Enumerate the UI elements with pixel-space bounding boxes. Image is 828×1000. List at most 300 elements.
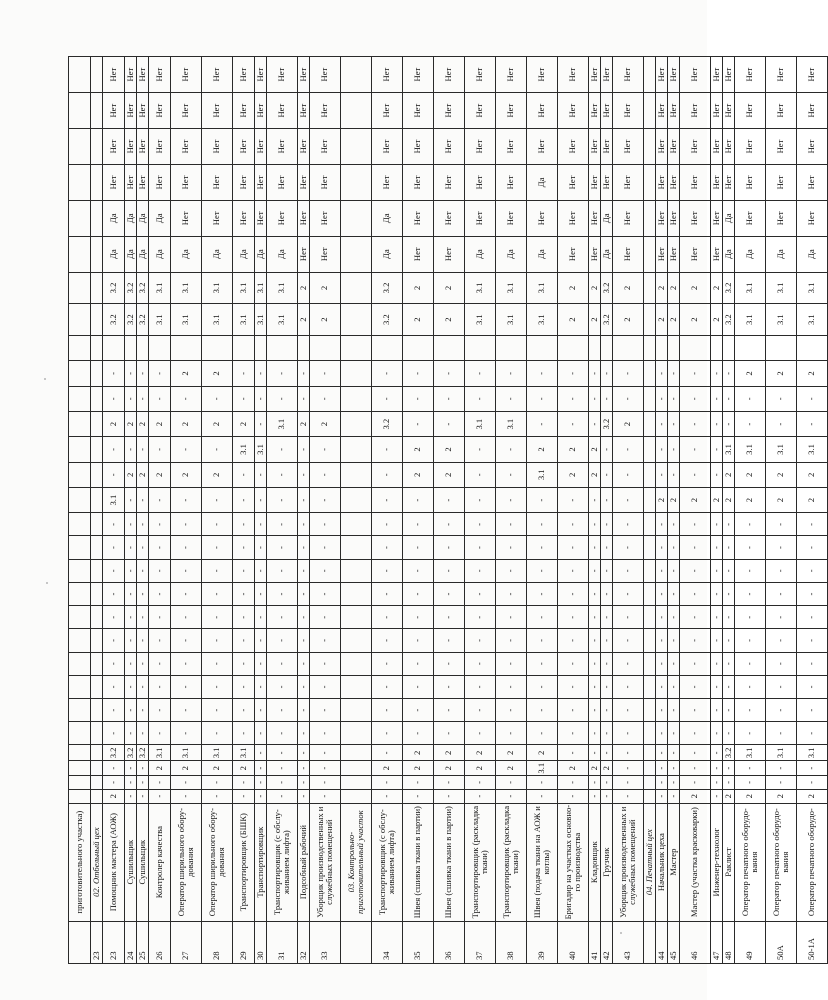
empty-cell	[434, 335, 465, 360]
yes-no-cell: Нет	[656, 164, 668, 200]
empty-cell	[644, 675, 656, 698]
empty-cell	[644, 789, 656, 803]
yes-no-cell: Нет	[103, 93, 125, 129]
yes-no-cell: Нет	[202, 200, 233, 236]
factor-cell: 3.1	[735, 745, 766, 761]
class-cell: 3.1	[171, 304, 202, 336]
empty-cell	[403, 335, 434, 360]
yes-no-cell: Нет	[711, 93, 723, 129]
empty-cell	[341, 200, 372, 236]
factor-cell: -	[103, 559, 125, 582]
class-cell: 3.1	[527, 272, 558, 304]
factor-cell: 2	[735, 487, 766, 512]
factor-cell: -	[711, 536, 723, 559]
factor-cell: -	[589, 722, 601, 745]
empty-cell	[91, 93, 103, 129]
empty-cell	[644, 361, 656, 386]
factor-cell: 3.2	[601, 411, 613, 436]
factor-cell: -	[797, 776, 828, 790]
yes-no-cell: Нет	[613, 236, 644, 272]
yes-no-cell: Нет	[656, 93, 668, 129]
factor-cell: -	[171, 699, 202, 722]
factor-cell: -	[149, 437, 171, 462]
factor-cell: -	[202, 675, 233, 698]
factor-cell: -	[298, 699, 310, 722]
table-row	[69, 57, 91, 964]
factor-cell: -	[125, 487, 137, 512]
factor-cell: -	[766, 761, 797, 776]
position-name: Оператор ширильного обору-дования	[171, 803, 202, 921]
factor-cell: -	[735, 699, 766, 722]
factor-cell: -	[656, 652, 668, 675]
factor-cell: -	[558, 582, 589, 605]
factor-cell: -	[656, 361, 668, 386]
empty-cell	[341, 272, 372, 304]
yes-no-cell: Нет	[403, 129, 434, 165]
factor-cell: 2	[202, 761, 233, 776]
factor-cell: -	[766, 582, 797, 605]
empty-cell	[644, 200, 656, 236]
class-cell: 3.2	[372, 272, 403, 304]
factor-cell: 2	[171, 761, 202, 776]
factor-cell: -	[601, 559, 613, 582]
factor-cell: -	[797, 513, 828, 536]
factor-cell: 3.1	[496, 411, 527, 436]
empty-cell	[496, 335, 527, 360]
factor-cell: 3.1	[103, 487, 125, 512]
factor-cell: -	[668, 675, 680, 698]
yes-no-cell: Нет	[558, 200, 589, 236]
factor-cell: -	[149, 675, 171, 698]
class-cell: 2	[613, 272, 644, 304]
yes-no-cell: Нет	[267, 57, 298, 93]
empty-cell	[341, 559, 372, 582]
factor-cell: -	[711, 559, 723, 582]
factor-cell: -	[601, 789, 613, 803]
factor-cell: 2	[149, 411, 171, 436]
factor-cell: -	[601, 629, 613, 652]
class-cell: 3.2	[103, 272, 125, 304]
yes-no-cell: Нет	[267, 93, 298, 129]
factor-cell: -	[735, 776, 766, 790]
scan-speck	[44, 378, 46, 380]
table-row	[711, 57, 723, 964]
factor-cell: -	[797, 761, 828, 776]
factor-cell: -	[735, 582, 766, 605]
factor-cell: -	[434, 536, 465, 559]
factor-cell: -	[766, 675, 797, 698]
factor-cell: 2	[434, 437, 465, 462]
empty-cell	[91, 462, 103, 487]
factor-cell: -	[310, 789, 341, 803]
factor-cell: -	[656, 629, 668, 652]
position-name: Транспортировщик (раскладка ткани)	[465, 803, 496, 921]
empty-cell	[91, 236, 103, 272]
factor-cell: -	[434, 559, 465, 582]
section-title: 04. Печатный цех	[644, 803, 656, 921]
factor-cell: -	[797, 411, 828, 436]
empty-cell	[341, 761, 372, 776]
factor-cell: -	[125, 789, 137, 803]
factor-cell: -	[372, 487, 403, 512]
yes-no-cell: Да	[137, 236, 149, 272]
factor-cell: -	[403, 675, 434, 698]
yes-no-cell: Нет	[267, 200, 298, 236]
yes-no-cell: Нет	[797, 129, 828, 165]
factor-cell: -	[465, 513, 496, 536]
class-cell: 2	[434, 272, 465, 304]
factor-cell: -	[202, 536, 233, 559]
empty-cell	[723, 335, 735, 360]
row-number: 28	[202, 921, 233, 963]
factor-cell: -	[558, 559, 589, 582]
yes-no-cell: Нет	[372, 164, 403, 200]
factor-cell: -	[680, 652, 711, 675]
factor-cell: -	[149, 487, 171, 512]
class-cell: 2	[403, 272, 434, 304]
factor-cell: -	[267, 629, 298, 652]
factor-cell: -	[149, 699, 171, 722]
position-name: Уборщик производственных и служебных помещений	[613, 803, 644, 921]
factor-cell: 2	[496, 745, 527, 761]
factor-cell: -	[298, 559, 310, 582]
empty-cell	[91, 129, 103, 165]
table-body	[69, 57, 828, 964]
factor-cell: -	[267, 513, 298, 536]
table-row	[255, 57, 267, 964]
empty-cell	[91, 536, 103, 559]
empty-cell	[202, 335, 233, 360]
row-number: 43	[613, 921, 644, 963]
row-number: 31	[267, 921, 298, 963]
factor-cell: -	[711, 761, 723, 776]
factor-cell: -	[137, 437, 149, 462]
empty-cell	[91, 699, 103, 722]
factor-cell: -	[527, 629, 558, 652]
factor-cell: -	[434, 411, 465, 436]
factor-cell: -	[589, 487, 601, 512]
table-row	[558, 57, 589, 964]
position-name: Сушильщик	[137, 803, 149, 921]
yes-no-cell: Нет	[766, 200, 797, 236]
empty-cell	[91, 745, 103, 761]
factor-cell: -	[434, 722, 465, 745]
factor-cell: -	[465, 437, 496, 462]
factor-cell: -	[298, 386, 310, 411]
factor-cell: -	[267, 462, 298, 487]
factor-cell: 3.1	[766, 745, 797, 761]
factor-cell: 3.1	[233, 437, 255, 462]
row-number: 37	[465, 921, 496, 963]
empty-cell	[69, 559, 91, 582]
factor-cell: -	[558, 675, 589, 698]
factor-cell: -	[103, 361, 125, 386]
factor-cell: -	[613, 487, 644, 512]
position-name: Уборщик производственных и служебных помещений	[310, 803, 341, 921]
factor-cell: -	[372, 745, 403, 761]
factor-cell: -	[149, 582, 171, 605]
factor-cell: -	[496, 386, 527, 411]
factor-cell: -	[372, 699, 403, 722]
factor-cell: 2	[797, 361, 828, 386]
factor-cell: -	[149, 559, 171, 582]
factor-cell: -	[434, 789, 465, 803]
yes-no-cell: Нет	[668, 200, 680, 236]
factor-cell: -	[149, 776, 171, 790]
factor-cell: 2	[797, 487, 828, 512]
empty-cell	[341, 513, 372, 536]
factor-cell: -	[103, 536, 125, 559]
table-row	[310, 57, 341, 964]
factor-cell: -	[434, 361, 465, 386]
factor-cell: -	[668, 761, 680, 776]
class-cell: 3.1	[496, 304, 527, 336]
factor-cell: -	[766, 606, 797, 629]
yes-no-cell: Да	[372, 200, 403, 236]
yes-no-cell: Нет	[668, 164, 680, 200]
yes-no-cell: Нет	[527, 57, 558, 93]
yes-no-cell: Нет	[496, 57, 527, 93]
factor-cell: -	[656, 776, 668, 790]
position-name: Подсобный рабочий	[298, 803, 310, 921]
factor-cell: -	[589, 582, 601, 605]
class-cell: 2	[558, 272, 589, 304]
class-cell: 2	[656, 272, 668, 304]
factor-cell: -	[137, 699, 149, 722]
factor-cell: -	[403, 582, 434, 605]
empty-cell	[711, 335, 723, 360]
empty-cell	[91, 437, 103, 462]
factor-cell: 2	[137, 462, 149, 487]
yes-no-cell: Нет	[797, 164, 828, 200]
factor-cell: -	[589, 789, 601, 803]
yes-no-cell: Нет	[656, 200, 668, 236]
empty-cell	[644, 487, 656, 512]
yes-no-cell: Нет	[558, 57, 589, 93]
factor-cell: -	[723, 361, 735, 386]
empty-cell	[267, 335, 298, 360]
factor-cell: -	[372, 652, 403, 675]
factor-cell: -	[310, 629, 341, 652]
factor-cell: -	[711, 386, 723, 411]
empty-cell	[298, 335, 310, 360]
factor-cell: -	[403, 699, 434, 722]
factor-cell: -	[680, 606, 711, 629]
factor-cell: 3.2	[103, 745, 125, 761]
factor-cell: -	[680, 437, 711, 462]
factor-cell: -	[103, 513, 125, 536]
factor-cell: -	[797, 536, 828, 559]
class-cell: 3.2	[137, 272, 149, 304]
factor-cell: -	[797, 652, 828, 675]
factor-cell: -	[125, 513, 137, 536]
factor-cell: -	[589, 386, 601, 411]
factor-cell: -	[527, 487, 558, 512]
factor-cell: -	[656, 745, 668, 761]
factor-cell: -	[171, 437, 202, 462]
factor-cell: -	[465, 722, 496, 745]
yes-no-cell: Нет	[149, 93, 171, 129]
empty-cell	[656, 335, 668, 360]
yes-no-cell: Нет	[680, 164, 711, 200]
yes-no-cell: Нет	[766, 129, 797, 165]
row-number: 42	[601, 921, 613, 963]
yes-no-cell: Нет	[496, 93, 527, 129]
factor-cell: -	[656, 675, 668, 698]
factor-cell: -	[465, 699, 496, 722]
factor-cell: -	[656, 761, 668, 776]
position-name: Транспортировщик	[255, 803, 267, 921]
row-number: 25	[137, 921, 149, 963]
factor-cell: 2	[149, 761, 171, 776]
factor-cell: -	[680, 559, 711, 582]
factor-cell: 2	[372, 761, 403, 776]
factor-cell: -	[680, 722, 711, 745]
factor-cell: -	[267, 675, 298, 698]
section-title: 02. Отбельный цех	[91, 803, 103, 921]
yes-no-cell: Да	[267, 236, 298, 272]
factor-cell: -	[137, 606, 149, 629]
empty-cell	[644, 437, 656, 462]
factor-cell: 2	[527, 745, 558, 761]
factor-cell: -	[527, 582, 558, 605]
factor-cell: 2	[558, 761, 589, 776]
yes-no-cell: Нет	[766, 57, 797, 93]
factor-cell: -	[125, 699, 137, 722]
factor-cell: -	[434, 487, 465, 512]
factor-cell: -	[680, 462, 711, 487]
factor-cell: -	[233, 675, 255, 698]
factor-cell: -	[125, 437, 137, 462]
factor-cell: -	[656, 699, 668, 722]
factor-cell: -	[372, 789, 403, 803]
empty-cell	[69, 761, 91, 776]
yes-no-cell: Нет	[735, 164, 766, 200]
factor-cell: -	[465, 675, 496, 698]
yes-no-cell: Нет	[202, 57, 233, 93]
factor-cell: -	[723, 652, 735, 675]
empty-cell	[91, 513, 103, 536]
yes-no-cell: Нет	[711, 129, 723, 165]
factor-cell: -	[601, 745, 613, 761]
empty-cell	[644, 57, 656, 93]
factor-cell: -	[465, 606, 496, 629]
empty-cell	[69, 236, 91, 272]
factor-cell: -	[103, 386, 125, 411]
yes-no-cell: Нет	[125, 129, 137, 165]
yes-no-cell: Да	[125, 200, 137, 236]
empty-cell	[91, 675, 103, 698]
position-name: Транспортировщик (с обслу-живанием лифта)	[372, 803, 403, 921]
factor-cell: -	[403, 606, 434, 629]
empty-cell	[644, 386, 656, 411]
factor-cell: -	[403, 789, 434, 803]
factor-cell: -	[149, 789, 171, 803]
factor-cell: -	[668, 386, 680, 411]
factor-cell: -	[465, 386, 496, 411]
scan-speck	[46, 582, 48, 584]
yes-no-cell: Нет	[403, 200, 434, 236]
empty-cell	[69, 304, 91, 336]
factor-cell: -	[680, 745, 711, 761]
class-cell: 3.1	[202, 304, 233, 336]
empty-cell	[69, 164, 91, 200]
factor-cell: -	[656, 559, 668, 582]
factor-cell: -	[601, 776, 613, 790]
factor-cell: 2	[103, 789, 125, 803]
factor-cell: -	[766, 386, 797, 411]
yes-no-cell: Нет	[125, 164, 137, 200]
factor-cell: -	[149, 386, 171, 411]
yes-no-cell: Нет	[465, 57, 496, 93]
yes-no-cell: Нет	[103, 129, 125, 165]
empty-cell	[341, 789, 372, 803]
yes-no-cell: Нет	[711, 200, 723, 236]
factor-cell: 3.1	[527, 462, 558, 487]
factor-cell: -	[233, 722, 255, 745]
factor-cell: -	[527, 386, 558, 411]
yes-no-cell: Нет	[589, 200, 601, 236]
factor-cell: 2	[137, 411, 149, 436]
factor-cell: -	[601, 652, 613, 675]
empty-cell	[91, 164, 103, 200]
yes-no-cell: Да	[723, 200, 735, 236]
factor-cell: -	[255, 606, 267, 629]
factor-cell: 3.1	[149, 745, 171, 761]
factor-cell: -	[613, 606, 644, 629]
factor-cell: -	[434, 582, 465, 605]
factor-cell: -	[298, 462, 310, 487]
position-name: Оператор печатного оборудо-вания	[735, 803, 766, 921]
factor-cell: 3.1	[797, 437, 828, 462]
factor-cell: -	[668, 411, 680, 436]
class-cell: 3.1	[233, 272, 255, 304]
factor-cell: 2	[735, 361, 766, 386]
empty-cell	[644, 335, 656, 360]
empty-cell	[644, 761, 656, 776]
factor-cell: 2	[589, 437, 601, 462]
factor-cell: -	[496, 722, 527, 745]
position-name: Помощник мастера (АОЖ)	[103, 803, 125, 921]
factor-cell: -	[125, 675, 137, 698]
factor-cell: -	[496, 536, 527, 559]
factor-cell: -	[613, 513, 644, 536]
factor-cell: -	[310, 536, 341, 559]
empty-cell	[69, 606, 91, 629]
factor-cell: -	[527, 675, 558, 698]
factor-cell: 3.1	[797, 745, 828, 761]
yes-no-cell: Нет	[434, 236, 465, 272]
row-number: 39	[527, 921, 558, 963]
factor-cell: -	[171, 789, 202, 803]
factor-cell: 2	[711, 487, 723, 512]
factor-cell: -	[171, 487, 202, 512]
table-row	[723, 57, 735, 964]
class-cell: 2	[668, 304, 680, 336]
yes-no-cell: Нет	[137, 93, 149, 129]
class-cell: 2	[558, 304, 589, 336]
yes-no-cell: Нет	[267, 129, 298, 165]
yes-no-cell: Нет	[766, 164, 797, 200]
factor-cell: -	[267, 386, 298, 411]
factor-cell: -	[298, 745, 310, 761]
yes-no-cell: Нет	[668, 93, 680, 129]
yes-no-cell: Да	[797, 236, 828, 272]
yes-no-cell: Нет	[149, 129, 171, 165]
class-cell: 2	[711, 304, 723, 336]
table-row	[668, 57, 680, 964]
factor-cell: -	[613, 761, 644, 776]
